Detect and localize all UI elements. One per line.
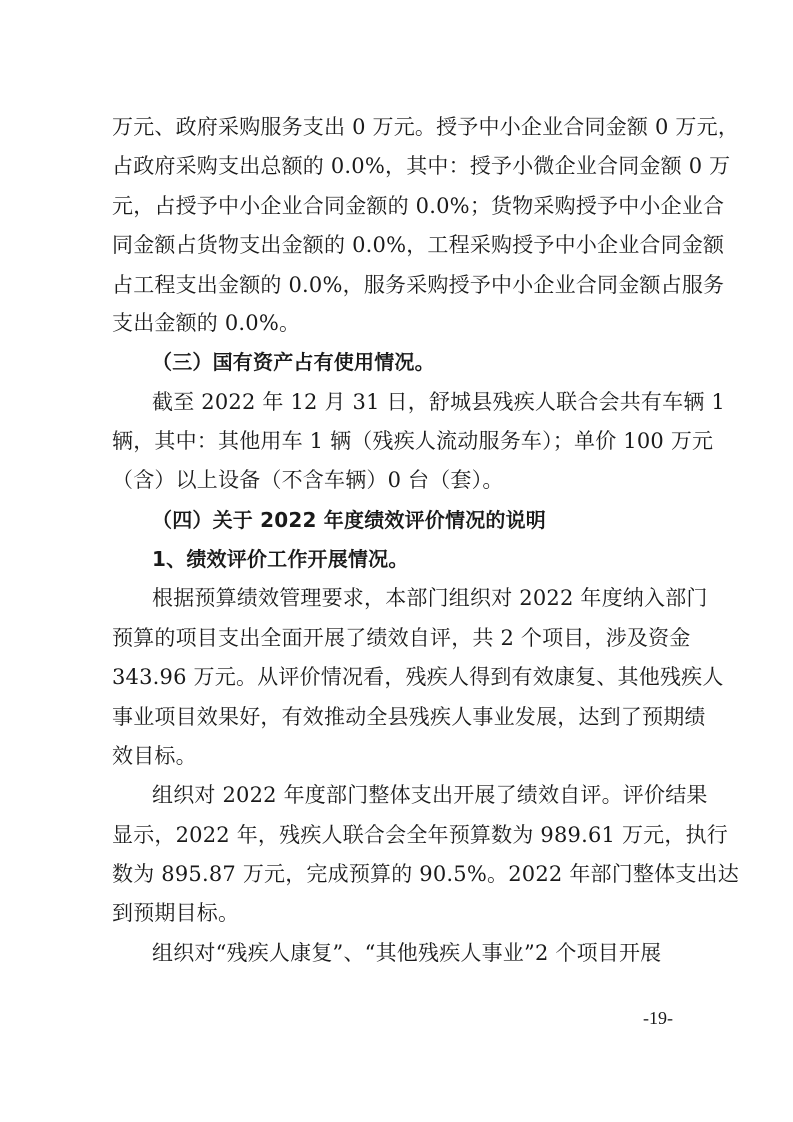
paragraph-line: 效目标。 — [112, 744, 197, 768]
paragraph-line: 截至 2022 年 12 月 31 日，舒城县残疾人联合会共有车辆 1 — [152, 390, 725, 414]
paragraph-line: 万元、政府采购服务支出 0 万元。授予中小企业合同金额 0 万元， — [112, 115, 740, 139]
paragraph-line: 同金额占货物支出金额的 0.0%，工程采购授予中小企业合同金额 — [112, 233, 725, 257]
paragraph-line: 占工程支出金额的 0.0%，服务采购授予中小企业合同金额占服务 — [112, 273, 725, 297]
paragraph-line: 显示，2022 年，残疾人联合会全年预算数为 989.61 万元，执行 — [112, 823, 728, 847]
section-heading: （三）国有资产占有使用情况。 — [152, 350, 435, 374]
paragraph-line: 占政府采购支出总额的 0.0%，其中：授予小微企业合同金额 0 万 — [112, 154, 731, 178]
paragraph-line: 辆，其中：其他用车 1 辆（残疾人流动服务车）；单价 100 万元 — [112, 429, 714, 453]
paragraph-line: （含）以上设备（不含车辆）0 台（套）。 — [112, 468, 504, 492]
section-heading: （四）关于 2022 年度绩效评价情况的说明 — [152, 508, 546, 532]
subsection-heading: 1、绩效评价工作开展情况。 — [152, 547, 409, 571]
paragraph-line: 元，占授予中小企业合同金额的 0.0%；货物采购授予中小企业合 — [112, 194, 725, 218]
paragraph-line: 组织对“残疾人康复”、“其他残疾人事业”2 个项目开展 — [152, 941, 662, 965]
paragraph-line: 根据预算绩效管理要求，本部门组织对 2022 年度纳入部门 — [152, 586, 708, 610]
paragraph-line: 到预期目标。 — [112, 901, 240, 925]
paragraph-line: 事业项目效果好，有效推动全县残疾人事业发展，达到了预期绩 — [112, 705, 706, 729]
paragraph-line: 预算的项目支出全面开展了绩效自评，共 2 个项目，涉及资金 — [112, 626, 691, 650]
paragraph-line: 343.96 万元。从评价情况看，残疾人得到有效康复、其他残疾人 — [112, 665, 724, 689]
page-number: -19- — [643, 1008, 673, 1028]
paragraph-line: 组织对 2022 年度部门整体支出开展了绩效自评。评价结果 — [152, 783, 708, 807]
paragraph-line: 数为 895.87 万元，完成预算的 90.5%。2022 年部门整体支出达 — [112, 862, 739, 886]
paragraph-line: 支出金额的 0.0%。 — [112, 311, 301, 335]
